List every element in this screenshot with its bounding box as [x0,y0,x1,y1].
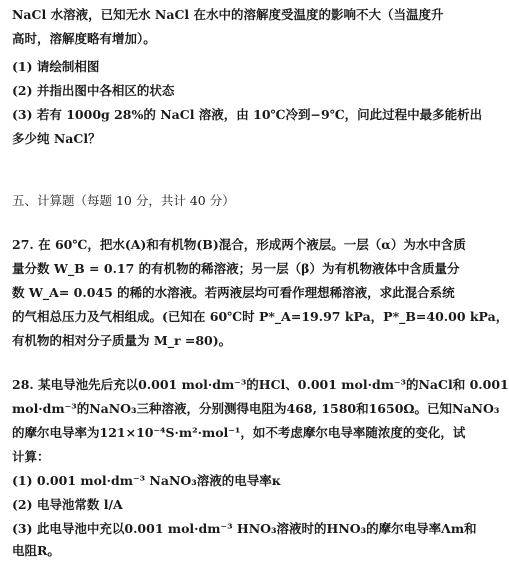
q28-sub3-line2: 电阻R。 [12,543,60,558]
q26-intro-line2: 高时，溶解度略有增加）。 [12,31,156,46]
section-heading: 五、计算题（每题 10 分，共计 40 分） [12,193,235,208]
q27-line4: 的气相总压力及气相组成。(已知在 60℃时 P*_A=19.97 kPa，P*_B=40.00 kPa， [12,309,509,324]
q28-line4: 计算： [12,449,50,464]
q28-sub3-line1: (3) 此电导池中充以0.001 mol·dm⁻³ HNO₃溶液时的HNO₃的摩尔电导率Λm和 [12,521,477,536]
q26-intro-line1: NaCl 水溶液，已知无水 NaCl 在水中的溶解度受温度的影响不大（当温度升 [12,7,444,22]
q27-line1: 27. 在 60℃，把水(A)和有机物(B)混合，形成两个液层。一层（α）为水中含质 [12,237,466,252]
q26-sub3-line1: (3) 若有 1000g 28%的 NaCl 溶液，由 10℃冷到−9℃，问此过程中最多能析出 [12,107,483,122]
q27-line5: 有机物的相对分子质量为 M_r =80)。 [12,333,232,348]
q28-sub2: (2) 电导池常数 l/A [12,497,123,512]
q28-line1: 28. 某电导池先后充以0.001 mol·dm⁻³的HCl、0.001 mol·dm⁻³的NaCl和 0.001 [12,377,509,392]
q28-sub1: (1) 0.001 mol·dm⁻³ NaNO₃溶液的电导率κ [12,473,282,488]
q28-line2: mol·dm⁻³的NaNO₃三种溶液，分别测得电阻为468, 1580和1650Ω。已知NaNO₃ [12,401,500,416]
q27-line2: 量分数 W_B = 0.17 的有机物的稀溶液；另一层（β）为有机物液体中含质量分 [12,261,460,276]
q26-sub1: (1) 请绘制相图 [12,59,100,74]
q28-line3: 的摩尔电导率为121×10⁻⁴S·m²·mol⁻¹，如不考虑摩尔电导率随浓度的变化，试 [12,425,466,440]
q27-line3: 数 W_A= 0.045 的稀的水溶液。若两液层均可看作理想稀溶液，求此混合系统 [12,285,455,300]
q26-sub3-line2: 多少纯 NaCl？ [12,131,101,146]
q26-sub2: (2) 并指出图中各相区的状态 [12,83,175,98]
